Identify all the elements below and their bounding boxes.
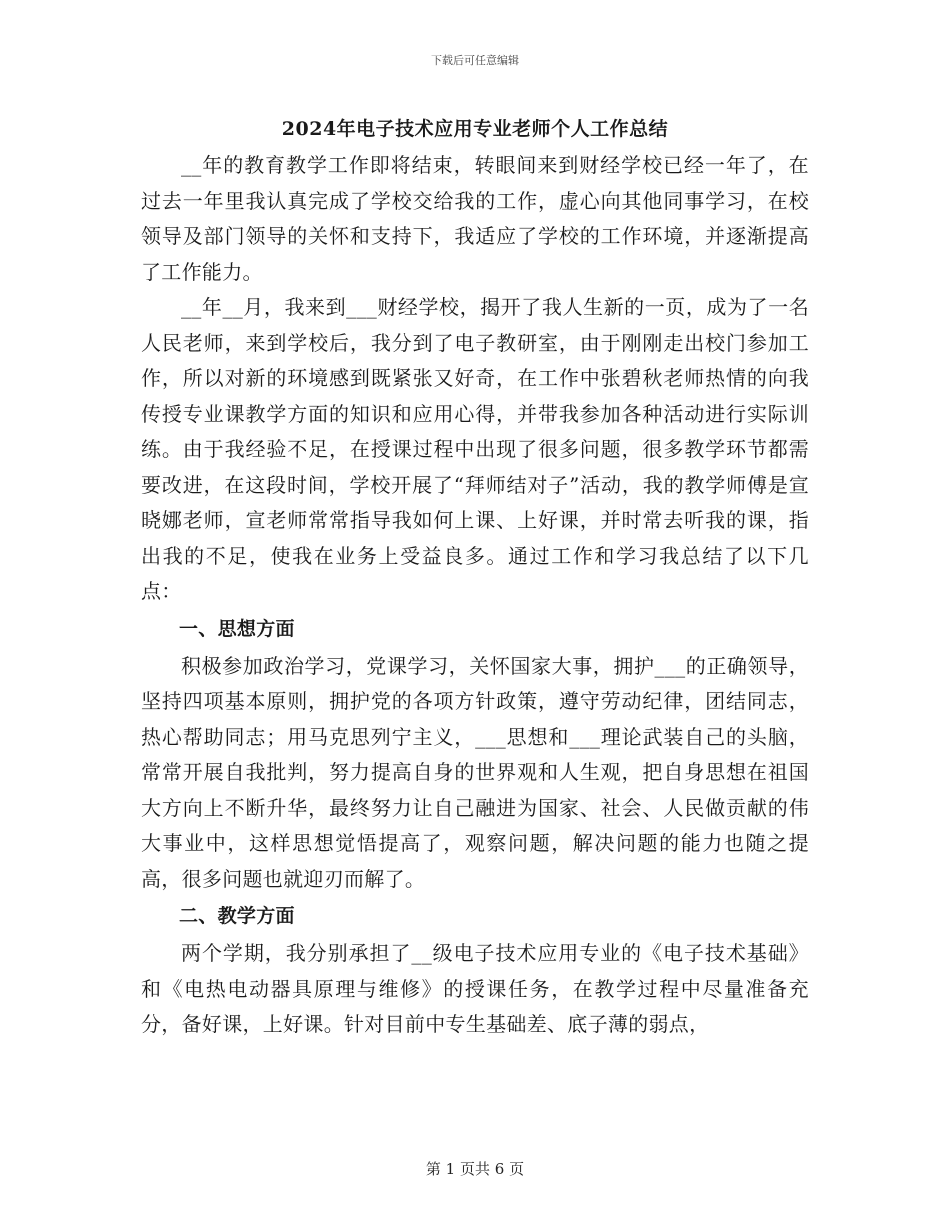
section-heading-teaching: 二、教学方面 [179, 905, 295, 927]
header-note: 下载后可任意编辑 [431, 54, 519, 67]
intro-paragraph-1: __年的教育教学工作即将结束，转眼间来到财经学校已经一年了，在过去一年里我认真完成了学校交给我的工作，虚心向其他同事学习，在校领导及部门领导的关怀和支持下，我适应了学校的工作环境，并逐渐提高了工作能力。 [141, 153, 809, 284]
intro-paragraph-2: __年__月，我来到___财经学校，揭开了我人生新的一页，成为了一名人民老师，来到学校后，我分到了电子教研室，由于刚刚走出校门参加工作，所以对新的环境感到既紧张又好奇，在工作中张碧秋老师热情的向我传授专业课教学方面的知识和应用心得，并带我参加各种活动进行实际训练。由于我经验不足，在授课过程中出现了很多问题，很多教学环节都需要改进，在这段时间，学校开展了“拜师结对子”活动，我的教学师傅是宣晓娜老师，宣老师常常指导我如何上课、上好课，并时常去听我的课，指出我的不足，使我在业务上受益良多。通过工作和学习我总结了以下几点： [141, 295, 809, 603]
document-body [141, 148, 809, 1043]
section-heading-ideology: 一、思想方面 [179, 617, 295, 640]
section-paragraph-ideology: 积极参加政治学习，党课学习，关怀国家大事，拥护___的正确领导，坚持四项基本原则，拥护党的各项方针政策，遵守劳动纪律，团结同志，热心帮助同志；用马克思列宁主义，___思想和___理论武装自己的头脑，常常开展自我批判，努力提高自身的世界观和人生观，把自身思想在祖国大方向上不断升华，最终努力让自己融进为国家、社会、人民做贡献的伟大事业中，这样思想觉悟提高了，观察问题，解决问题的能力也随之提高，很多问题也就迎刃而解了。 [141, 653, 809, 891]
section-paragraph-teaching: 两个学期，我分别承担了__级电子技术应用专业的《电子技术基础》和《电热电动器具原理与维修》的授课任务，在教学过程中尽量准备充分，备好课，上好课。针对目前中专生基础差、底子薄的弱点， [141, 941, 809, 1036]
document-title: 2024年电子技术应用专业老师个人工作总结 [281, 118, 669, 140]
page-number: 第 1 页共 6 页 [425, 1160, 525, 1178]
